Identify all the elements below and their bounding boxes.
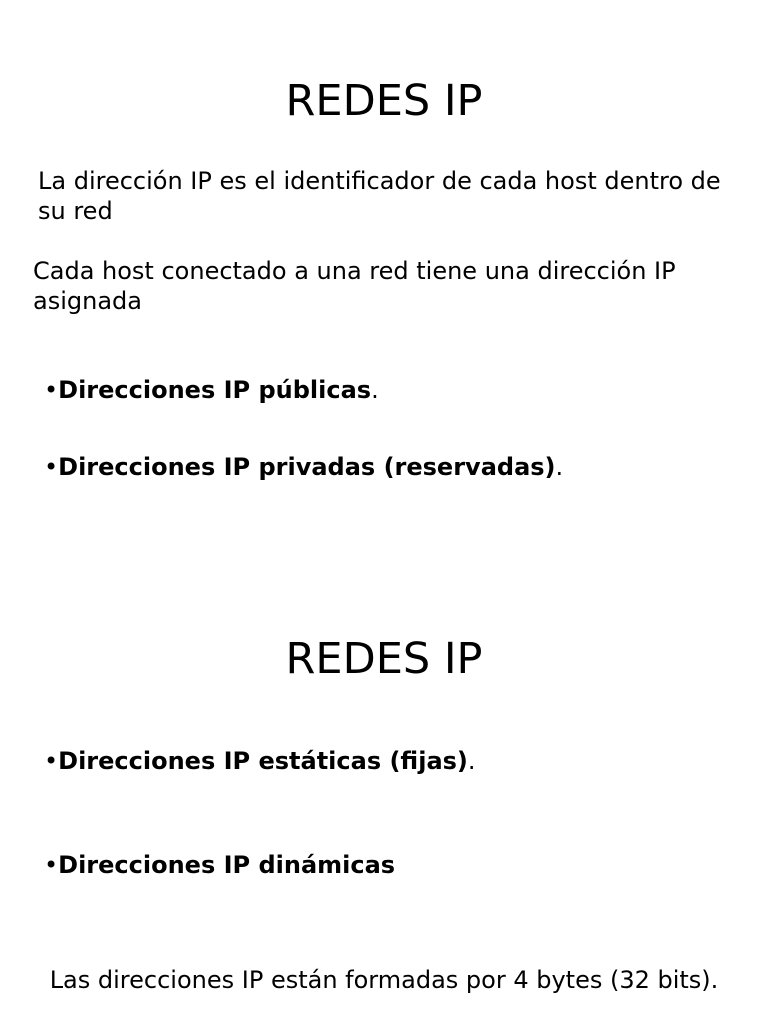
slide-title: REDES IP — [285, 76, 483, 126]
bullet-text: Direcciones IP públicas — [58, 376, 372, 404]
bullet-marker: • — [44, 376, 59, 404]
bullet-item-private-ip — [44, 452, 563, 482]
bullet-item-static-ip — [44, 746, 476, 776]
paragraph-ip-definition: La dirección IP es el identificador de cada host dentro de su red — [38, 167, 721, 225]
bullet-suffix: . — [467, 747, 476, 775]
footer-note: Las direcciones IP están formadas por 4 bytes (32 bits). — [49, 966, 719, 994]
bullet-suffix: . — [371, 376, 379, 404]
paragraph-ip-assignment: Cada host conectado a una red tiene una dirección IP asignada — [33, 257, 676, 315]
bullet-suffix: . — [555, 453, 564, 481]
slide-title: REDES IP — [285, 634, 483, 684]
bullet-text: Direcciones IP estáticas (fijas) — [58, 747, 468, 775]
bullet-marker: • — [44, 453, 59, 481]
slide-2 — [0, 540, 768, 1024]
bullet-item-public-ip — [44, 375, 379, 405]
bullet-text: Direcciones IP dinámicas — [58, 851, 396, 879]
bullet-marker: • — [44, 851, 59, 879]
bullet-item-dynamic-ip — [44, 850, 395, 880]
bullet-marker: • — [44, 747, 59, 775]
bullet-text: Direcciones IP privadas (reservadas) — [58, 453, 556, 481]
